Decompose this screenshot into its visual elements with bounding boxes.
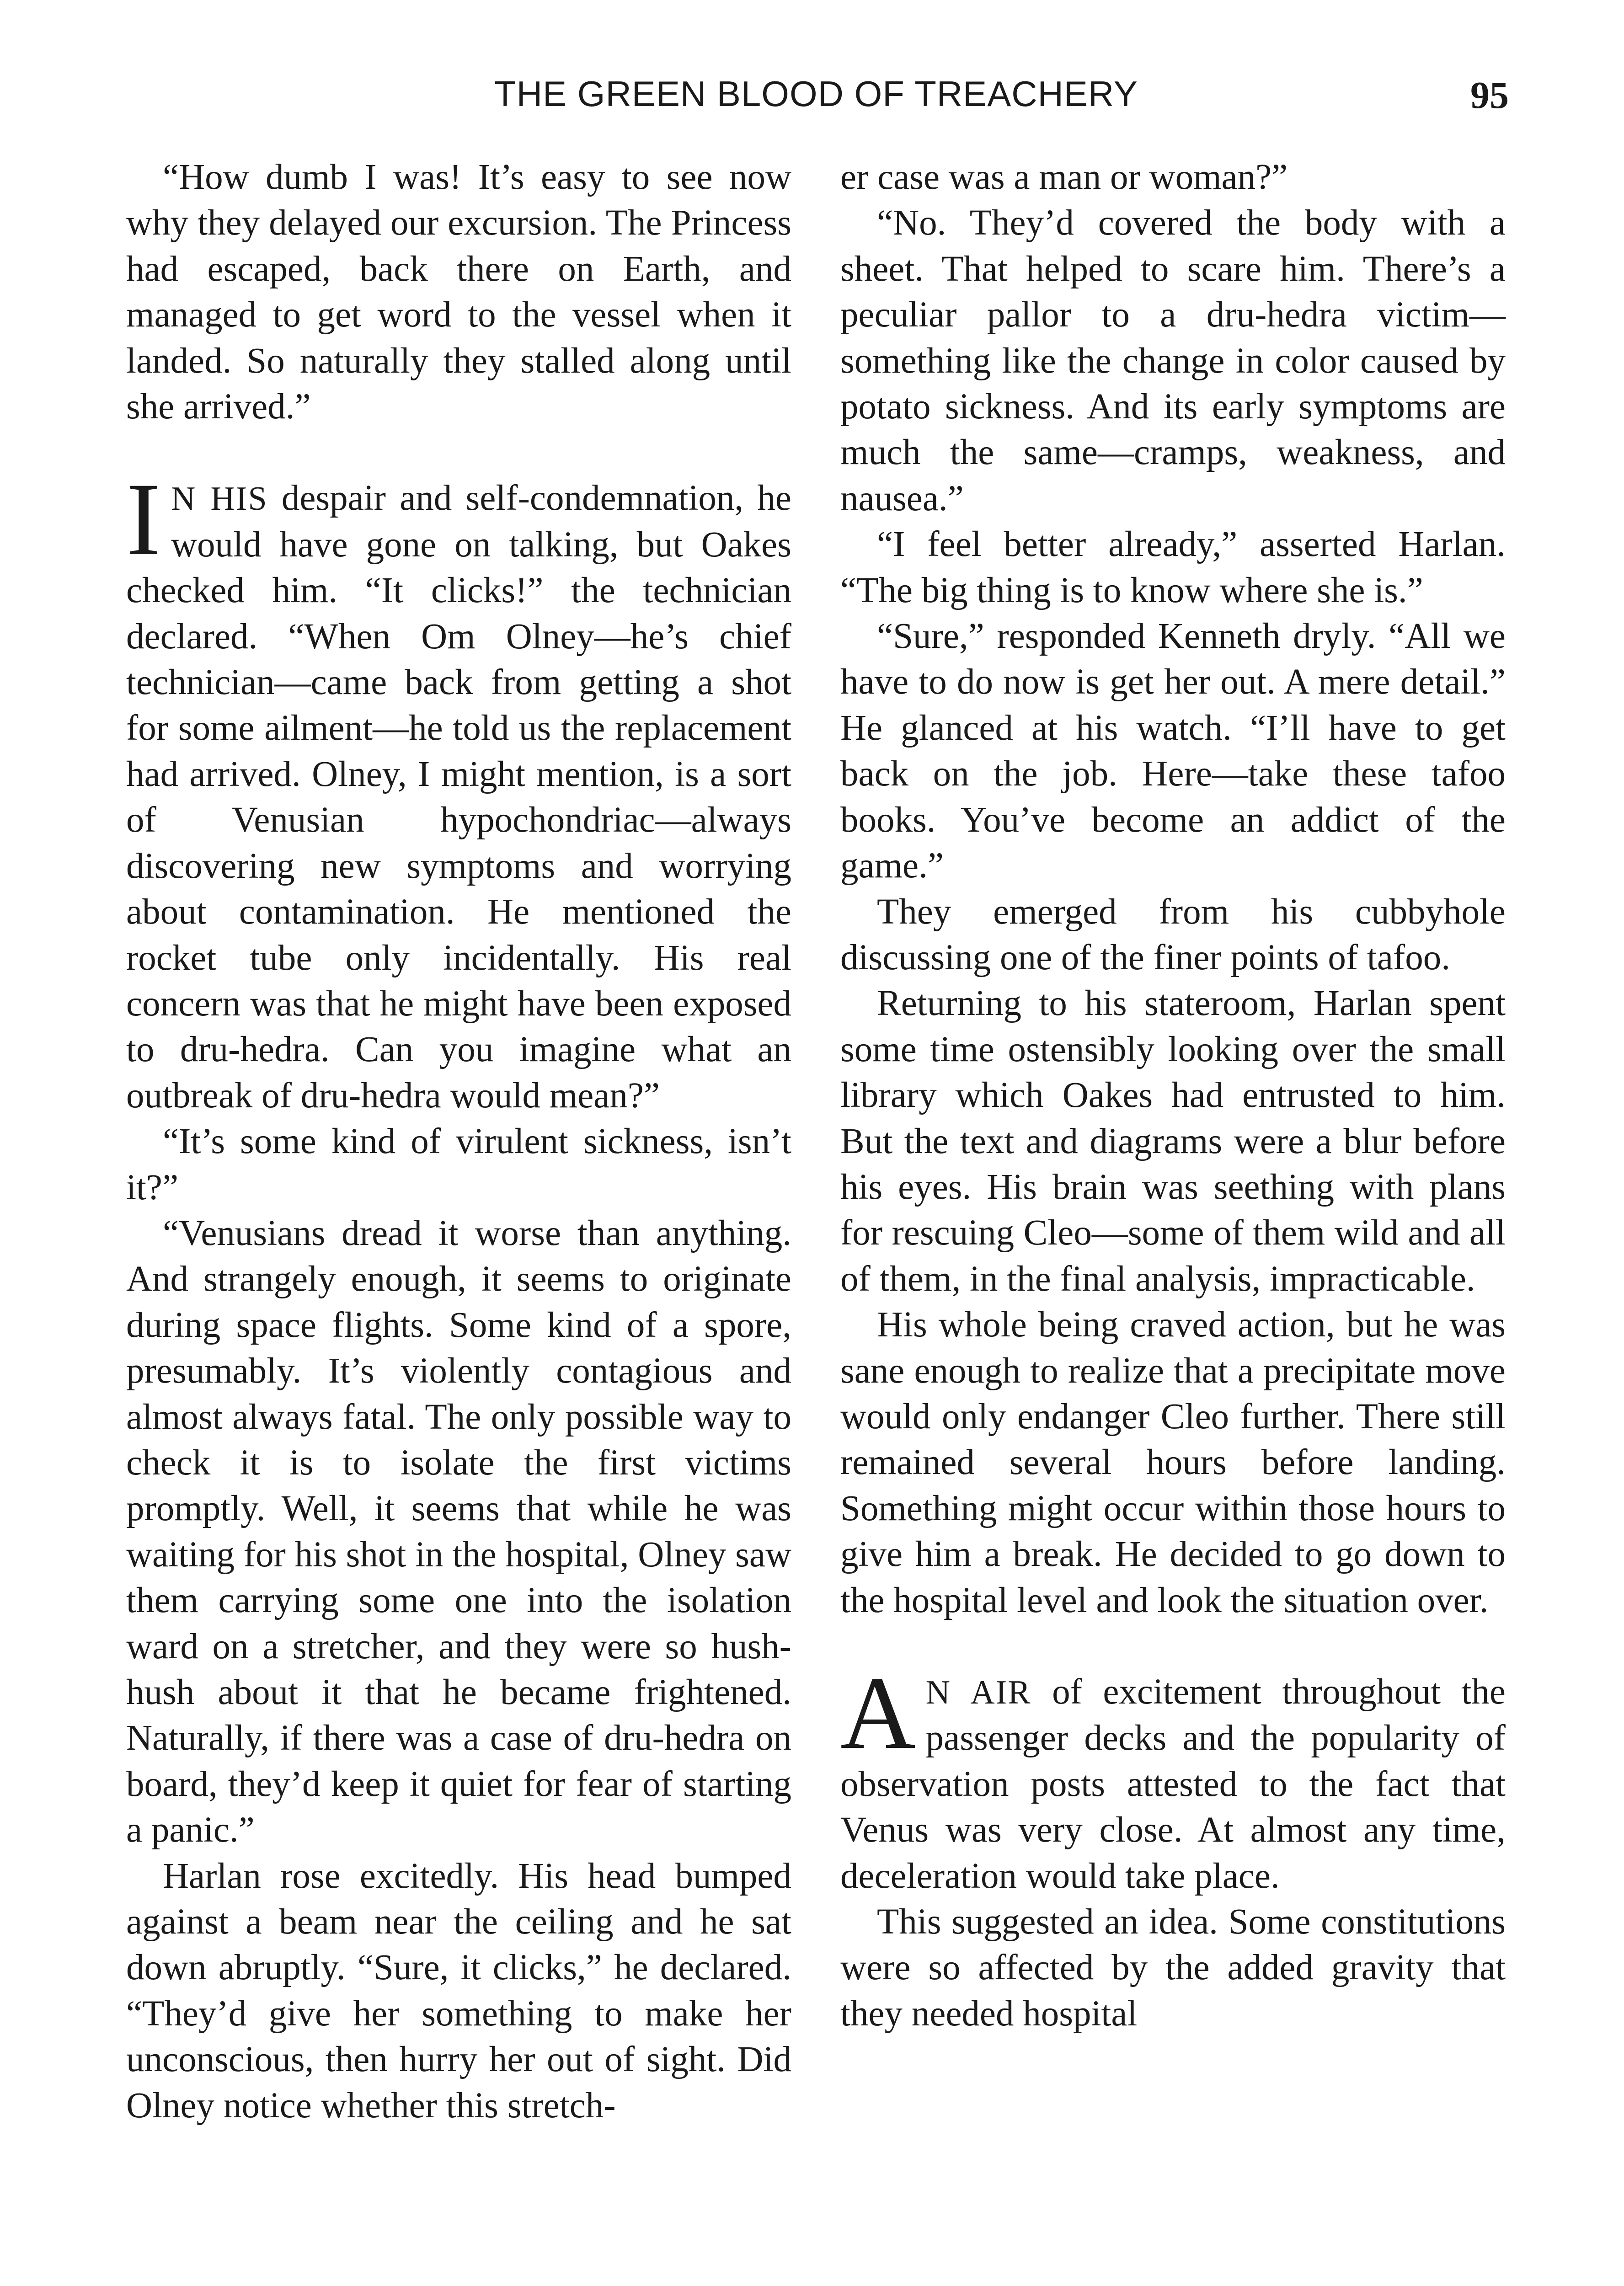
paragraph: Harlan rose excitedly. His head bumped against a beam near the ceiling and he sat down abruptly. “Sure, it clicks,” he declared. “They’d give her something to make her unconscious, then hurry her out of sight. Did Olney notice whether this stretch- <box>126 1856 791 2126</box>
drop-cap: A <box>840 1656 916 1771</box>
lead-in-text: N AIR <box>925 1674 1031 1711</box>
paragraph: “How dumb I was! It’s easy to see now why they delayed our excursion. The Princess had escaped, back there on Earth, and managed to get word to the vessel when it landed. So naturally they stalled along until she arrived.” <box>126 157 791 427</box>
paragraph-with-dropcap <box>840 1656 1506 1899</box>
paragraph: “No. They’d covered the body with a sheet. That helped to scare him. There’s a peculiar pallor to a dru-hedra victim—something like the change in color caused by potato sickness. And its early symptoms are much the same—cramps, weakness, and nausea.” <box>840 203 1506 518</box>
paragraph: This suggested an idea. Some constitutions were so affected by the added gravity that they needed hospital <box>840 1902 1506 2034</box>
paragraph: Returning to his stateroom, Harlan spent some time ostensibly looking over the small library which Oakes had entrusted to him. But the text and diagrams were a blur before his eyes. His brain was seething with plans for rescuing Cleo—some of them wild and all of them, in the final analysis, impracticable. <box>840 983 1506 1299</box>
lead-in-text: N HIS <box>171 480 268 518</box>
paragraph: “It’s some kind of virulent sickness, isn’t it?” <box>126 1122 791 1207</box>
page-header <box>123 73 1509 133</box>
paragraph: His whole being craved action, but he was sane enough to realize that a precipitate move would only endanger Cleo further. There still remained several hours before landing. Something might occur within those hours to give him a break. He decided to go down to the hospital level and look the situation over. <box>840 1305 1506 1620</box>
paragraph: They emerged from his cubbyhole discussing one of the finer points of tafoo. <box>840 892 1506 977</box>
page-number: 95 <box>1470 74 1509 117</box>
paragraph: “I feel better already,” asserted Harlan. “The big thing is to know where she is.” <box>840 524 1506 610</box>
drop-cap: I <box>126 462 161 577</box>
right-column <box>840 155 1506 2037</box>
paragraph-with-dropcap <box>126 462 791 1119</box>
paragraph-text: of excitement throughout the passenger decks and the popularity of observation posts attested to the fact that Venus was very close. At almost any time, deceleration would take place. <box>840 1672 1506 1896</box>
paragraph: “Sure,” responded Kenneth dryly. “All we have to do now is get her out. A mere detail.” He glanced at his watch. “I’ll have to get back on the job. Here—take these tafoo books. You’ve become an addict of the game.” <box>840 616 1506 886</box>
left-column <box>126 155 791 2129</box>
paragraph: “Venusians dread it worse than anything. And strangely enough, it seems to originate during space flights. Some kind of a spore, presumably. It’s violently contagious and almost always fatal. The only possible way to check it is to isolate the first victims promptly. Well, it seems that while he was waiting for his shot in the hospital, Olney saw them carrying some one into the isolation ward on a stretcher, and they were so hush-hush about it that he became frightened. Naturally, if there was a case of dru-hedra on board, they’d keep it quiet for fear of starting a panic.” <box>126 1213 791 1850</box>
paragraph-continued: er case was a man or woman?” <box>840 157 1288 197</box>
paragraph-text: despair and self-condemnation, he would have gone on talking, but Oakes checked him. “It clicks!” the technician declared. “When Om Olney—he’s chief technician—came back from getting a shot for some ailment—he told us the replacement had arrived. Olney, I might mention, is a sort of Venusian hypochondriac—always discovering new symptoms and worrying about contamination. He mentioned the rocket tube only incidentally. His real concern was that he might have been exposed to dru-hedra. Can you imagine what an outbreak of dru-hedra would mean?” <box>126 478 791 1116</box>
running-title: THE GREEN BLOOD OF TREACHERY <box>494 74 1138 114</box>
